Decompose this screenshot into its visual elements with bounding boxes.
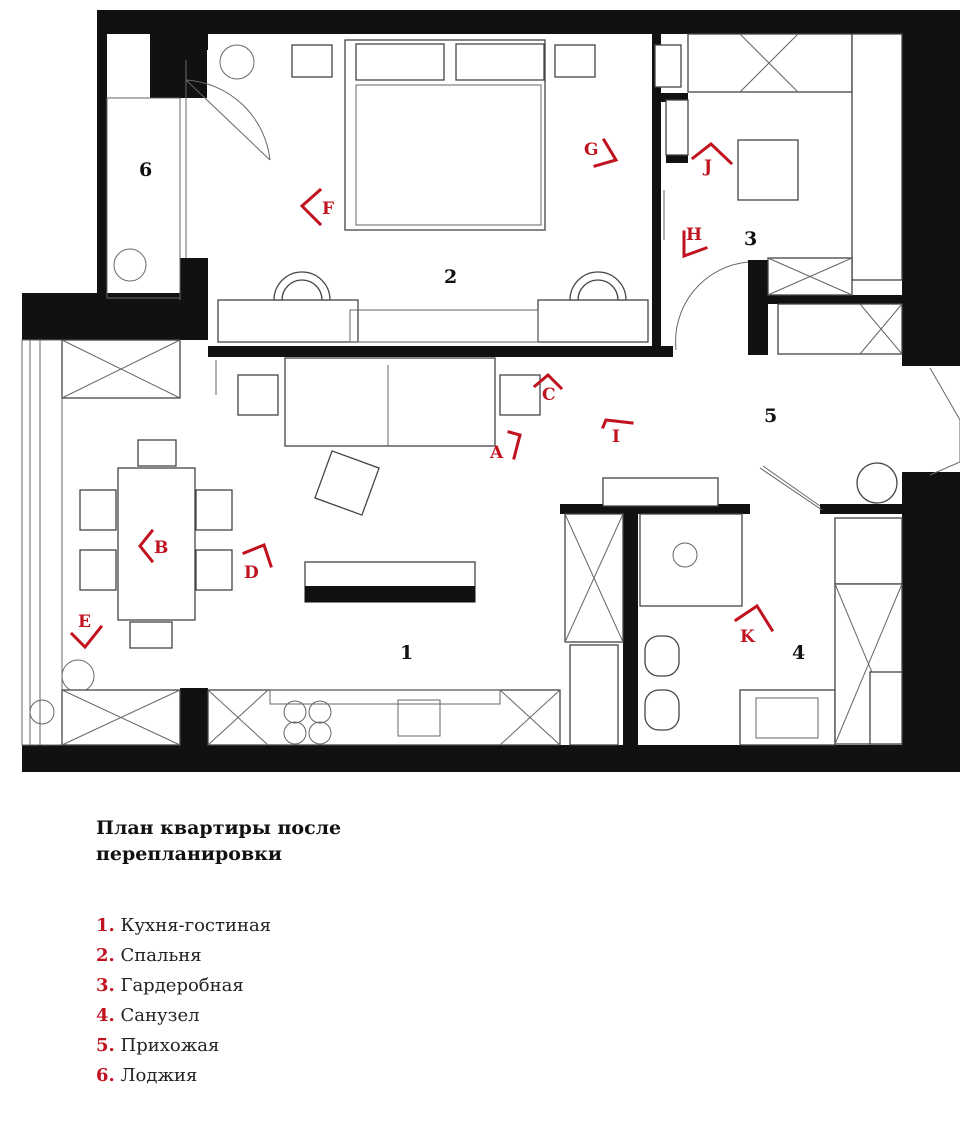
view-marker-g xyxy=(584,140,616,166)
view-marker-i xyxy=(603,420,632,447)
legend-title: План квартиры после перепланировки xyxy=(96,817,342,865)
svg-text:E: E xyxy=(78,612,91,632)
svg-text:B: B xyxy=(154,538,169,558)
legend-label: Спальня xyxy=(120,945,202,966)
view-marker-d xyxy=(244,545,271,583)
view-marker-j xyxy=(693,144,731,177)
view-marker-h xyxy=(684,225,706,256)
legend-number: 2. xyxy=(96,945,115,966)
legend-label: Лоджия xyxy=(120,1065,198,1086)
legend-number: 6. xyxy=(96,1065,115,1086)
legend-item xyxy=(96,941,796,971)
room-number-2: 2 xyxy=(444,266,458,288)
room-number-3: 3 xyxy=(744,228,758,250)
legend-label: Прихожая xyxy=(120,1035,220,1056)
legend-number: 1. xyxy=(96,915,115,936)
wardrobe-furniture xyxy=(655,34,902,354)
svg-text:G: G xyxy=(584,140,599,160)
svg-text:H: H xyxy=(686,225,703,245)
legend-label: Кухня-гостиная xyxy=(120,915,272,936)
legend-label: Гардеробная xyxy=(120,975,244,996)
view-marker-f xyxy=(302,190,334,224)
svg-text:J: J xyxy=(704,157,713,177)
legend-item xyxy=(96,911,796,941)
legend-item xyxy=(96,971,796,1001)
view-marker-e xyxy=(72,612,101,647)
legend-item xyxy=(96,1061,796,1091)
room-number-4: 4 xyxy=(792,642,806,664)
legend-number: 5. xyxy=(96,1035,115,1056)
legend-list xyxy=(96,911,796,1091)
svg-text:D: D xyxy=(244,563,259,583)
svg-text:A: A xyxy=(490,443,504,463)
legend-number: 3. xyxy=(96,975,115,996)
svg-text:I: I xyxy=(612,427,620,447)
legend xyxy=(96,815,796,1091)
room-number-1: 1 xyxy=(400,642,414,664)
view-marker-k xyxy=(736,606,772,647)
room-number-5: 5 xyxy=(764,405,778,427)
legend-item xyxy=(96,1001,796,1031)
svg-text:K: K xyxy=(740,627,755,647)
room-number-6: 6 xyxy=(139,159,153,181)
legend-label: Санузел xyxy=(120,1005,200,1026)
svg-text:F: F xyxy=(322,199,335,219)
legend-number: 4. xyxy=(96,1005,115,1026)
svg-text:C: C xyxy=(542,385,556,405)
legend-item xyxy=(96,1031,796,1061)
bedroom-furniture xyxy=(216,40,648,395)
